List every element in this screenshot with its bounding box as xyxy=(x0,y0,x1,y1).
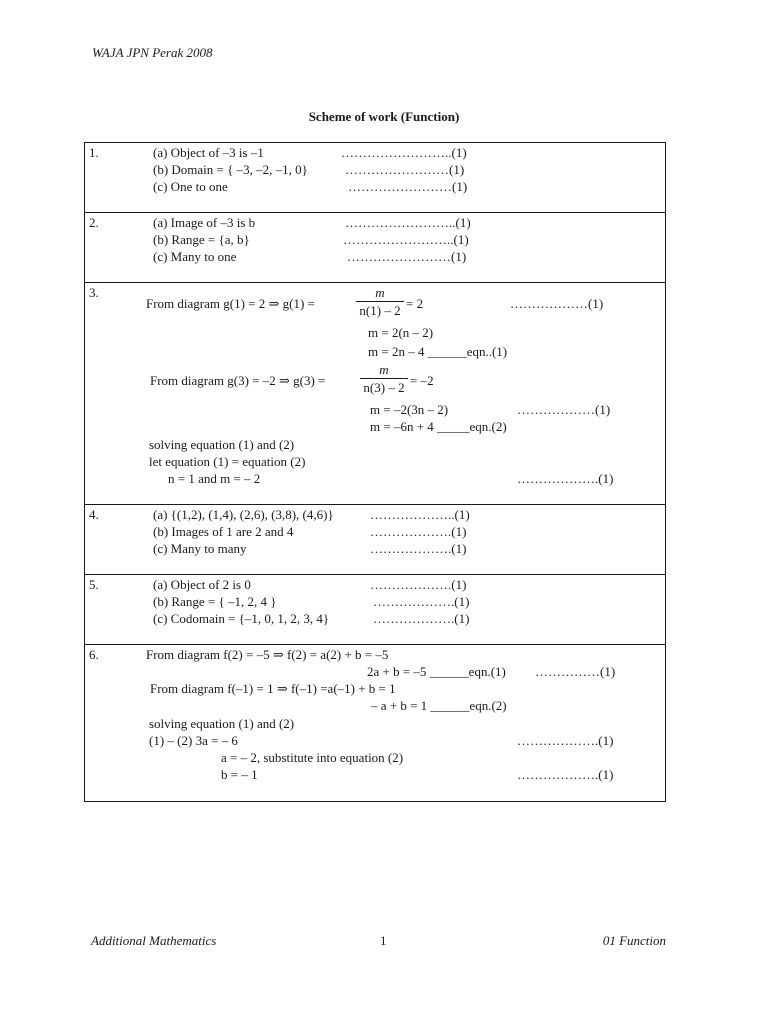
page-header: WAJA JPN Perak 2008 xyxy=(92,45,213,60)
fraction-denominator: n(1) – 2 xyxy=(359,303,401,318)
fraction-numerator: m xyxy=(356,286,404,302)
footer-chapter: 01 Function xyxy=(602,933,666,948)
working-line: – a + b = 1 ______eqn.(2) xyxy=(371,698,507,713)
working-line: m = 2n – 4 ______eqn..(1) xyxy=(368,344,508,359)
mark-line: ………………..(1) xyxy=(370,507,470,522)
answer-line: (b) Range = { –1, 2, 4 } xyxy=(153,594,277,609)
question-number: 5. xyxy=(89,577,99,592)
working-line: let equation (1) = equation (2) xyxy=(149,454,306,469)
footer-subject: Additional Mathematics xyxy=(91,933,217,948)
answer-line: (c) Codomain = {–1, 0, 1, 2, 3, 4} xyxy=(153,611,330,626)
working-line: solving equation (1) and (2) xyxy=(149,437,295,452)
mark-line: ……………….(1) xyxy=(517,471,614,486)
mark-line: ……………………(1) xyxy=(345,162,465,177)
answer-line: (c) Many to one xyxy=(153,249,237,264)
mark-line: ………………(1) xyxy=(510,296,604,311)
question-number: 2. xyxy=(89,215,99,230)
working-line: From diagram g(3) = –2 ⇒ g(3) = xyxy=(150,373,326,388)
answer-line: (a) Object of 2 is 0 xyxy=(153,577,251,592)
answer-line: (b) Range = {a, b} xyxy=(153,232,250,247)
answer-line: (a) {(1,2), (1,4), (2,6), (3,8), (4,6)} xyxy=(153,507,334,522)
working-line: n = 1 and m = – 2 xyxy=(168,471,261,486)
mark-line: ……………………(1) xyxy=(348,179,468,194)
answer-line: (b) Images of 1 are 2 and 4 xyxy=(153,524,294,539)
mark-line: ……………………..(1) xyxy=(345,215,471,230)
mark-line: ……………….(1) xyxy=(370,524,467,539)
page-number: 1 xyxy=(380,933,387,948)
fraction-denominator: n(3) – 2 xyxy=(363,380,405,395)
answer-line: (a) Image of –3 is b xyxy=(153,215,256,230)
mark-line: ……………….(1) xyxy=(517,767,614,782)
answer-line: (c) Many to many xyxy=(153,541,247,556)
answer-line: (c) One to one xyxy=(153,179,228,194)
working-line: From diagram f(–1) = 1 ⇒ f(–1) =a(–1) + b = 1 xyxy=(150,681,396,696)
document-title: Scheme of work (Function) xyxy=(308,109,460,124)
working-line: (1) – (2) 3a = – 6 xyxy=(149,733,238,748)
mark-line: ……………(1) xyxy=(535,664,616,679)
working-line: solving equation (1) and (2) xyxy=(149,716,295,731)
question-number: 1. xyxy=(89,145,99,160)
mark-line: ……………………..(1) xyxy=(343,232,469,247)
working-line: m = –2(3n – 2) xyxy=(370,402,449,417)
working-line: 2a + b = –5 ______eqn.(1) xyxy=(367,664,506,679)
mark-line: ……………….(1) xyxy=(373,611,470,626)
mark-line: ……………….(1) xyxy=(370,577,467,592)
answer-line: (b) Domain = { –3, –2, –1, 0} xyxy=(153,162,308,177)
fraction xyxy=(360,363,408,394)
mark-line: ……………………(1) xyxy=(347,249,467,264)
working-line: = –2 xyxy=(410,373,434,388)
mark-line: ……………….(1) xyxy=(373,594,470,609)
question-number: 3. xyxy=(89,285,99,300)
mark-line: ……………………..(1) xyxy=(341,145,467,160)
answer-line: (a) Object of –3 is –1 xyxy=(153,145,264,160)
working-line: m = –6n + 4 _____eqn.(2) xyxy=(370,419,507,434)
mark-line: ………………(1) xyxy=(517,402,611,417)
working-line: b = – 1 xyxy=(221,767,258,782)
question-number: 6. xyxy=(89,647,99,662)
working-line: = 2 xyxy=(406,296,424,311)
mark-line: ……………….(1) xyxy=(370,541,467,556)
working-line: From diagram g(1) = 2 ⇒ g(1) = xyxy=(146,296,315,311)
working-line: From diagram f(2) = –5 ⇒ f(2) = a(2) + b = –5 xyxy=(146,647,389,662)
question-number: 4. xyxy=(89,507,99,522)
working-line: a = – 2, substitute into equation (2) xyxy=(221,750,404,765)
working-line: m = 2(n – 2) xyxy=(368,325,434,340)
fraction-numerator: m xyxy=(360,363,408,379)
fraction xyxy=(356,286,404,317)
mark-line: ……………….(1) xyxy=(517,733,614,748)
